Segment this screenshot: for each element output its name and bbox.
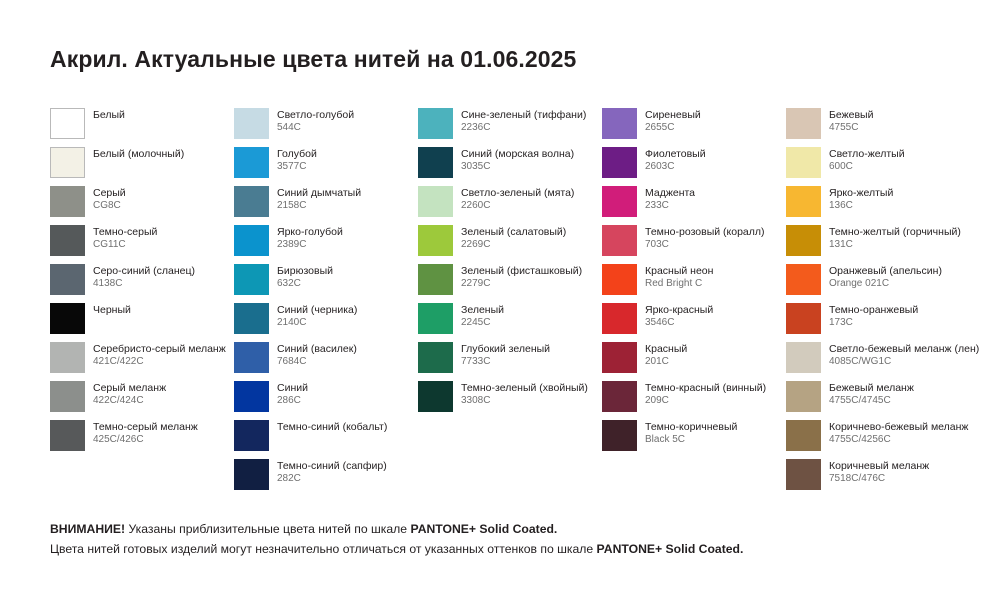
- color-chip[interactable]: [234, 342, 269, 373]
- swatch-labels: [461, 108, 586, 134]
- swatch-row[interactable]: [50, 303, 234, 342]
- page-title: Акрил. Актуальные цвета нитей на 01.06.2025: [50, 46, 577, 72]
- swatch-row[interactable]: [50, 264, 234, 303]
- swatch-name: Темно-розовый (коралл): [645, 226, 765, 238]
- swatch-name: Коричнево-бежевый меланж: [829, 421, 969, 433]
- swatch-name: Голубой: [277, 148, 317, 160]
- swatch-row[interactable]: [602, 303, 786, 342]
- footer-attention-label: ВНИМАНИЕ!: [50, 522, 126, 536]
- swatch-row[interactable]: [786, 108, 970, 147]
- swatch-row[interactable]: [602, 225, 786, 264]
- swatch-row[interactable]: [786, 459, 970, 498]
- swatch-labels: [93, 147, 184, 160]
- swatch-name: Фиолетовый: [645, 148, 706, 160]
- footer-note: [50, 520, 950, 560]
- swatch-name: Серебристо-серый меланж: [93, 343, 226, 355]
- swatch-name: Темно-коричневый: [645, 421, 738, 433]
- swatch-name: Зеленый (салатовый): [461, 226, 567, 238]
- swatch-name: Бежевый меланж: [829, 382, 914, 394]
- swatch-row[interactable]: [602, 186, 786, 225]
- swatch-code: 3308C: [461, 395, 491, 407]
- swatch-name: Белый (молочный): [93, 148, 185, 160]
- swatch-code: 2269C: [461, 239, 491, 251]
- swatch-labels: [829, 264, 942, 290]
- color-chip[interactable]: [602, 225, 637, 256]
- swatch-code: 7684C: [277, 356, 307, 368]
- swatch-labels: [645, 264, 713, 290]
- color-chip[interactable]: [234, 303, 269, 334]
- swatch-code: 2245C: [461, 317, 491, 329]
- swatch-code: 136C: [829, 200, 853, 212]
- color-chip[interactable]: [418, 381, 453, 412]
- swatch-labels: [93, 303, 131, 316]
- color-chip[interactable]: [418, 264, 453, 295]
- swatch-labels: [277, 420, 387, 433]
- color-chip[interactable]: [786, 420, 821, 451]
- swatch-row[interactable]: [418, 303, 602, 342]
- swatch-row[interactable]: [50, 147, 234, 186]
- swatch-row[interactable]: [234, 459, 418, 498]
- swatch-name: Оранжевый (апельсин): [829, 265, 942, 277]
- swatch-labels: [829, 225, 961, 251]
- swatch-row[interactable]: [234, 147, 418, 186]
- swatch-labels: [461, 147, 574, 173]
- swatch-row[interactable]: [602, 381, 786, 420]
- color-chip[interactable]: [786, 459, 821, 490]
- swatch-name: Светло-зеленый (мята): [461, 187, 575, 199]
- swatch-name: Ярко-желтый: [829, 187, 894, 199]
- swatch-row[interactable]: [786, 264, 970, 303]
- swatch-name: Светло-бежевый меланж (лен): [829, 343, 980, 355]
- swatch-labels: [277, 342, 357, 368]
- swatch-row[interactable]: [786, 225, 970, 264]
- swatch-code: 4755C: [829, 122, 859, 134]
- swatch-row[interactable]: [786, 420, 970, 459]
- swatch-row[interactable]: [418, 147, 602, 186]
- swatch-code: 425C/426C: [93, 434, 144, 446]
- color-chip[interactable]: [602, 186, 637, 217]
- swatch-labels: [645, 381, 766, 407]
- swatch-labels: [277, 147, 317, 173]
- color-chip[interactable]: [418, 108, 453, 139]
- swatch-code: Black 5C: [645, 434, 686, 446]
- swatch-labels: [645, 420, 737, 446]
- swatch-labels: [645, 108, 701, 134]
- color-chip[interactable]: [234, 381, 269, 412]
- swatch-labels: [829, 459, 929, 485]
- swatch-labels: [277, 303, 357, 329]
- footer-line-2: [50, 540, 950, 560]
- swatch-row[interactable]: [602, 108, 786, 147]
- swatch-labels: [645, 147, 706, 173]
- swatch-code: 282C: [277, 473, 301, 485]
- swatch-name: Красный: [645, 343, 688, 355]
- color-chip[interactable]: [786, 303, 821, 334]
- swatch-code: 201C: [645, 356, 669, 368]
- swatch-code: 600C: [829, 161, 853, 173]
- color-chip[interactable]: [786, 342, 821, 373]
- swatch-row[interactable]: [786, 381, 970, 420]
- swatch-name: Зеленый (фисташковый): [461, 265, 583, 277]
- swatch-labels: [93, 108, 125, 121]
- color-chip[interactable]: [234, 186, 269, 217]
- swatch-labels: [277, 381, 308, 407]
- color-chip[interactable]: [234, 147, 269, 178]
- footer-line-1-pantone: PANTONE+ Solid Coated.: [410, 522, 558, 536]
- swatch-code: 4138C: [93, 278, 123, 290]
- swatch-name: Бежевый: [829, 109, 874, 121]
- swatch-name: Бирюзовый: [277, 265, 333, 277]
- swatch-row[interactable]: [602, 264, 786, 303]
- color-chip[interactable]: [786, 381, 821, 412]
- swatch-row[interactable]: [234, 264, 418, 303]
- swatch-row[interactable]: [234, 342, 418, 381]
- swatch-code: 3035C: [461, 161, 491, 173]
- color-chip[interactable]: [786, 186, 821, 217]
- swatch-row[interactable]: [50, 108, 234, 147]
- swatch-code: 173C: [829, 317, 853, 329]
- color-chip[interactable]: [602, 342, 637, 373]
- swatch-code: Red Bright C: [645, 278, 703, 290]
- color-chip[interactable]: [786, 108, 821, 139]
- swatch-columns: [50, 108, 980, 498]
- swatch-labels: [829, 147, 905, 173]
- swatch-row[interactable]: [234, 303, 418, 342]
- swatch-name: Темно-зеленый (хвойный): [461, 382, 588, 394]
- color-chip[interactable]: [602, 147, 637, 178]
- swatch-code: 4085C/WG1C: [829, 356, 892, 368]
- swatch-name: Синий: [277, 382, 308, 394]
- swatch-row[interactable]: [234, 381, 418, 420]
- color-chip[interactable]: [234, 108, 269, 139]
- swatch-code: 421C/422C: [93, 356, 144, 368]
- swatch-labels: [461, 264, 582, 290]
- color-chip[interactable]: [418, 303, 453, 334]
- swatch-code: 7518C/476C: [829, 473, 886, 485]
- swatch-labels: [277, 186, 361, 212]
- color-chip[interactable]: [786, 225, 821, 256]
- color-chip[interactable]: [50, 108, 85, 139]
- swatch-labels: [277, 459, 387, 485]
- color-chip[interactable]: [50, 303, 85, 334]
- swatch-code: CG8C: [93, 200, 121, 212]
- color-chip[interactable]: [50, 225, 85, 256]
- swatch-labels: [461, 303, 504, 329]
- swatch-name: Серый меланж: [93, 382, 167, 394]
- swatch-labels: [829, 186, 893, 212]
- swatch-labels: [645, 342, 687, 368]
- swatch-labels: [93, 420, 198, 446]
- swatch-name: Синий (черника): [277, 304, 358, 316]
- swatch-row[interactable]: [234, 420, 418, 459]
- swatch-labels: [93, 381, 166, 407]
- swatch-row[interactable]: [234, 108, 418, 147]
- swatch-code: 2655C: [645, 122, 675, 134]
- swatch-labels: [829, 342, 979, 368]
- color-chip[interactable]: [418, 342, 453, 373]
- swatch-row[interactable]: [50, 381, 234, 420]
- swatch-name: Темно-синий (сапфир): [277, 460, 387, 472]
- swatch-name: Темно-серый меланж: [93, 421, 198, 433]
- swatch-name: Сине-зеленый (тиффани): [461, 109, 587, 121]
- swatch-labels: [93, 342, 226, 368]
- swatch-labels: [645, 225, 765, 251]
- swatch-code: 703C: [645, 239, 669, 251]
- swatch-labels: [93, 225, 157, 251]
- swatch-code: 544C: [277, 122, 301, 134]
- swatch-name: Ярко-голубой: [277, 226, 343, 238]
- swatch-name: Синий (василек): [277, 343, 357, 355]
- swatch-code: 4755C/4745C: [829, 395, 891, 407]
- footer-line-2-pantone: PANTONE+ Solid Coated.: [596, 541, 744, 556]
- swatch-labels: [461, 225, 566, 251]
- swatch-row[interactable]: [418, 108, 602, 147]
- swatch-code: 422C/424C: [93, 395, 144, 407]
- swatch-name: Светло-голубой: [277, 109, 355, 121]
- swatch-row[interactable]: [602, 342, 786, 381]
- swatch-name: Серый: [93, 187, 126, 199]
- swatch-labels: [461, 342, 550, 368]
- swatch-code: 2236C: [461, 122, 491, 134]
- swatch-code: 2603C: [645, 161, 675, 173]
- swatch-row[interactable]: [50, 420, 234, 459]
- swatch-name: Светло-желтый: [829, 148, 905, 160]
- swatch-code: 209C: [645, 395, 669, 407]
- swatch-code: 131C: [829, 239, 853, 251]
- swatch-labels: [461, 186, 574, 212]
- swatch-labels: [277, 108, 354, 134]
- swatch-code: 4755C/4256C: [829, 434, 891, 446]
- swatch-code: 3577C: [277, 161, 307, 173]
- swatch-row[interactable]: [602, 420, 786, 459]
- swatch-row[interactable]: [418, 225, 602, 264]
- swatch-labels: [829, 420, 968, 446]
- color-chip[interactable]: [234, 420, 269, 451]
- swatch-name: Зеленый: [461, 304, 505, 316]
- swatch-labels: [93, 264, 195, 290]
- color-chip[interactable]: [418, 225, 453, 256]
- swatch-name: Темно-серый: [93, 226, 158, 238]
- swatch-name: Красный неон: [645, 265, 714, 277]
- swatch-name: Синий дымчатый: [277, 187, 362, 199]
- color-chip[interactable]: [602, 381, 637, 412]
- swatch-labels: [829, 303, 918, 329]
- swatch-row[interactable]: [602, 147, 786, 186]
- swatch-name: Синий (морская волна): [461, 148, 575, 160]
- swatch-column: [50, 108, 234, 498]
- swatch-code: 632C: [277, 278, 301, 290]
- color-chip[interactable]: [786, 264, 821, 295]
- swatch-code: 3546C: [645, 317, 675, 329]
- footer-line-1-text: Указаны приблизительные цвета нитей по шкале: [125, 522, 411, 536]
- swatch-labels: [645, 186, 695, 212]
- swatch-name: Ярко-красный: [645, 304, 714, 316]
- swatch-name: Белый: [93, 109, 125, 121]
- color-chip[interactable]: [50, 186, 85, 217]
- swatch-row[interactable]: [418, 381, 602, 420]
- swatch-code: 2279C: [461, 278, 491, 290]
- swatch-row[interactable]: [234, 225, 418, 264]
- swatch-row[interactable]: [50, 225, 234, 264]
- swatch-row[interactable]: [786, 186, 970, 225]
- swatch-name: Глубокий зеленый: [461, 343, 551, 355]
- swatch-row[interactable]: [50, 342, 234, 381]
- swatch-row[interactable]: [418, 186, 602, 225]
- swatch-code: 286C: [277, 395, 301, 407]
- swatch-column: [786, 108, 980, 498]
- swatch-name: Сиреневый: [645, 109, 701, 121]
- swatch-labels: [829, 381, 914, 407]
- swatch-labels: [277, 264, 333, 290]
- swatch-name: Темно-оранжевый: [829, 304, 919, 316]
- color-chip[interactable]: [786, 147, 821, 178]
- footer-line-1: [50, 520, 950, 540]
- swatch-labels: [645, 303, 713, 329]
- color-chip[interactable]: [602, 420, 637, 451]
- swatch-row[interactable]: [786, 303, 970, 342]
- swatch-name: Черный: [93, 304, 131, 316]
- swatch-code: Orange 021C: [829, 278, 890, 290]
- swatch-name: Темно-желтый (горчичный): [829, 226, 961, 238]
- swatch-code: 2260C: [461, 200, 491, 212]
- color-chip[interactable]: [602, 108, 637, 139]
- swatch-name: Коричневый меланж: [829, 460, 930, 472]
- swatch-labels: [93, 186, 126, 212]
- swatch-row[interactable]: [418, 342, 602, 381]
- swatch-column: [418, 108, 602, 498]
- color-chip[interactable]: [50, 264, 85, 295]
- color-chip[interactable]: [234, 459, 269, 490]
- color-chip[interactable]: [234, 225, 269, 256]
- swatch-row[interactable]: [786, 147, 970, 186]
- color-chip[interactable]: [418, 186, 453, 217]
- color-chip[interactable]: [50, 342, 85, 373]
- swatch-row[interactable]: [50, 186, 234, 225]
- footer-line-2-text: Цвета нитей готовых изделий могут незначительно отличаться от указанных оттенков по шкале: [50, 541, 597, 556]
- swatch-row[interactable]: [786, 342, 980, 381]
- swatch-row[interactable]: [234, 186, 418, 225]
- swatch-labels: [277, 225, 343, 251]
- color-chip[interactable]: [602, 264, 637, 295]
- swatch-code: 2140C: [277, 317, 307, 329]
- swatch-column: [602, 108, 786, 498]
- swatch-code: 2158C: [277, 200, 307, 212]
- swatch-code: 2389C: [277, 239, 307, 251]
- swatch-name: Серо-синий (сланец): [93, 265, 196, 277]
- swatch-labels: [461, 381, 588, 407]
- color-chip[interactable]: [602, 303, 637, 334]
- color-chip[interactable]: [234, 264, 269, 295]
- color-chip[interactable]: [50, 420, 85, 451]
- swatch-row[interactable]: [418, 264, 602, 303]
- color-chip[interactable]: [418, 147, 453, 178]
- color-chip[interactable]: [50, 381, 85, 412]
- swatch-code: CG11C: [93, 239, 126, 251]
- swatch-column: [234, 108, 418, 498]
- swatch-code: 7733C: [461, 356, 491, 368]
- swatch-code: 233C: [645, 200, 669, 212]
- swatch-labels: [829, 108, 873, 134]
- swatch-name: Темно-синий (кобальт): [277, 421, 388, 433]
- color-chip[interactable]: [50, 147, 85, 178]
- swatch-name: Маджента: [645, 187, 696, 199]
- swatch-name: Темно-красный (винный): [645, 382, 767, 394]
